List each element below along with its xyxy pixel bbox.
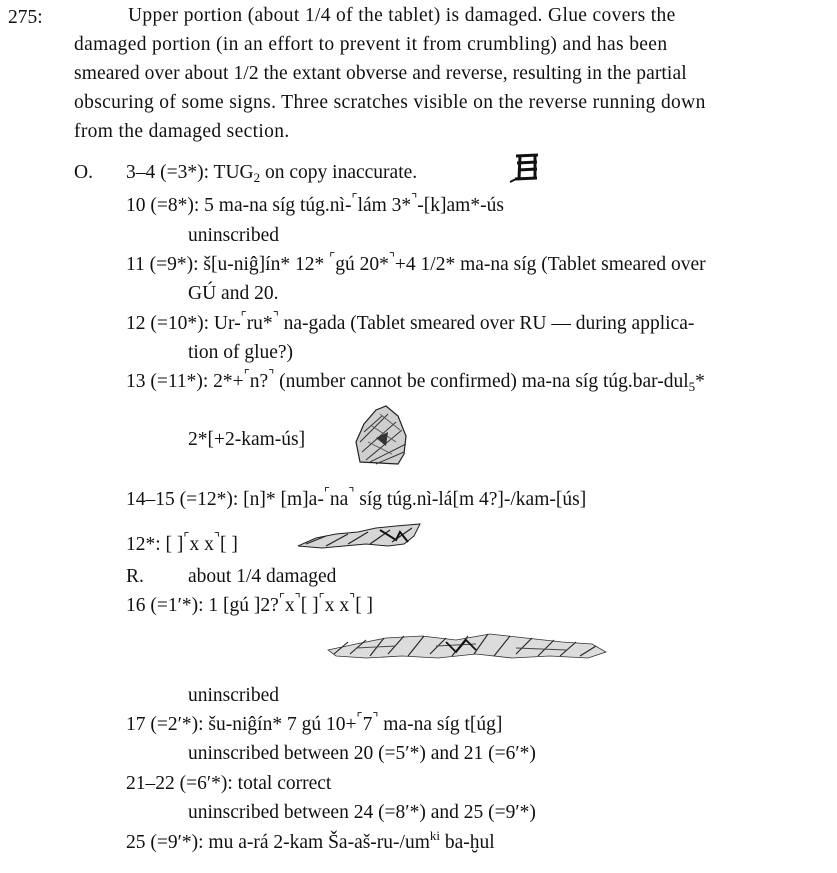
obverse-line-12-star: 12*: [ ]⌜x x⌝[ ] xyxy=(126,530,238,555)
reverse-label: R. xyxy=(126,566,144,587)
glue-smear-drawing-icon xyxy=(326,628,608,669)
obverse-line-3-4: 3–4 (=3*): $TUG_2$ on copy inaccurate. xyxy=(126,162,418,185)
description-line-2: damaged portion (in an effort to prevent it from crumbling) and has been xyxy=(74,34,668,55)
reverse-line-16: 16 (=1′*): 1 [gú ]2?⌜x⌝[ ]⌜x x⌝[ ] xyxy=(126,591,374,616)
damaged-sign-drawing-icon xyxy=(346,402,416,473)
reverse-line-25: 25 (=9′*): mu a-rá 2-kam $Ša-aš-ru-/um^{ki}$ ba-ḫul xyxy=(126,828,495,853)
obverse-line-14-15: 14–15 (=12*): [n]* [m]a-⌜na⌝ síg túg.nì-lá[m 4?]-/kam-[ús] xyxy=(126,485,587,510)
description-line-5: from the damaged section. xyxy=(74,121,290,142)
obverse-line-10: 10 (=8*): 5 ma-na síg túg.nì-⌜lám 3*⌝-[k]am*-ús xyxy=(126,191,504,216)
reverse-uninscribed-3: uninscribed between 24 (=8′*) and 25 (=9′*) xyxy=(188,802,536,823)
cuneiform-sign-tug-icon xyxy=(508,152,544,191)
obverse-uninscribed-1: uninscribed xyxy=(188,225,279,246)
obverse-line-13: 13 (=11*): 2*+⌜n?⌝ (number cannot be confirmed) ma-na síg túg.bar-dul$_5$* xyxy=(126,367,705,394)
description-line-1: Upper portion (about 1/4 of the tablet) is damaged. Glue covers the xyxy=(128,5,676,26)
entry-number: 275: xyxy=(8,7,43,28)
damaged-line-drawing-icon xyxy=(296,522,426,557)
obverse-line-11: 11 (=9*): š[u-niĝ]ín* 12* ⌜gú 20*⌝+4 1/2* ma-na síg (Tablet smeared over xyxy=(126,250,706,275)
obverse-label: O. xyxy=(74,162,93,183)
reverse-uninscribed-2: uninscribed between 20 (=5′*) and 21 (=6′*) xyxy=(188,743,536,764)
reverse-line-21-22: 21–22 (=6′*): total correct xyxy=(126,773,332,794)
reverse-damage-note: about 1/4 damaged xyxy=(188,566,337,587)
obverse-line-13-cont: 2*[+2-kam-ús] xyxy=(188,429,306,450)
obverse-line-11-cont: GÚ and 20. xyxy=(188,283,279,304)
description-line-4: obscuring of some signs. Three scratches visible on the reverse running down xyxy=(74,92,706,113)
obverse-line-12-cont: tion of glue?) xyxy=(188,342,294,363)
description-line-3: smeared over about 1/2 the extant obverse and reverse, resulting in the partial xyxy=(74,63,687,84)
obverse-line-12: 12 (=10*): Ur-⌜ru*⌝ na-gada (Tablet smeared over RU — during applica- xyxy=(126,309,695,334)
reverse-uninscribed-1: uninscribed xyxy=(188,685,279,706)
reverse-line-17: 17 (=2′*): šu-niĝín* 7 gú 10+⌜7⌝ ma-na síg t[úg] xyxy=(126,710,503,735)
